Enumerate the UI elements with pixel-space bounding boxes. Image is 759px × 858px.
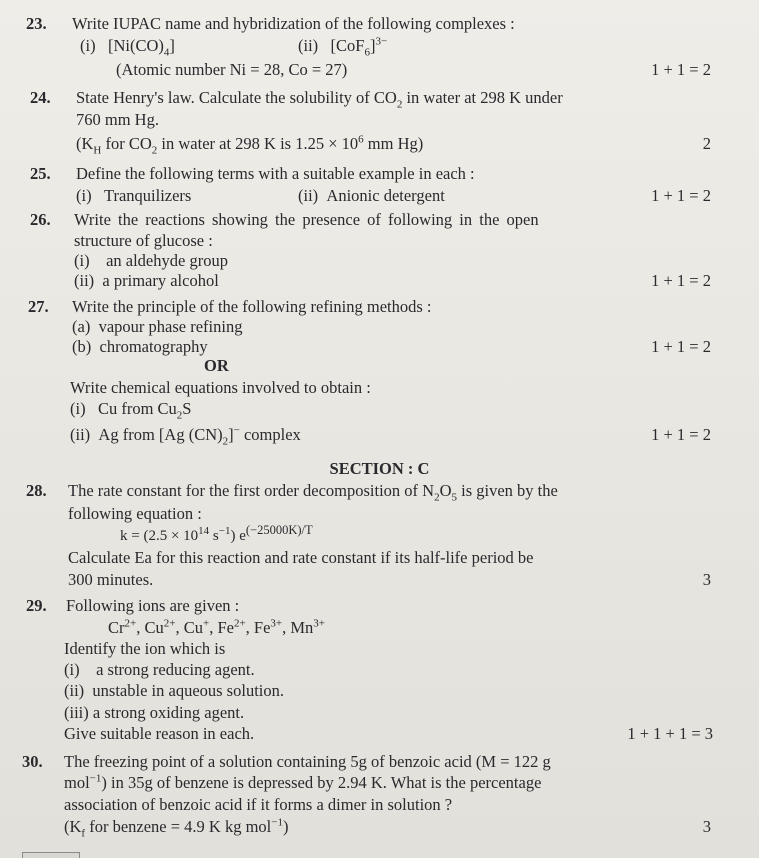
ion: Cu	[144, 618, 164, 637]
question-number: 28.	[26, 481, 47, 500]
subscript: f	[81, 827, 86, 840]
question-text	[64, 773, 541, 793]
item-label: (a)	[72, 317, 91, 336]
sub-item	[64, 660, 255, 680]
equation-part: s	[209, 528, 219, 544]
marks: 1 + 1 = 2	[651, 337, 711, 356]
marks: 1 + 1 = 2	[651, 425, 711, 444]
text-part: in water at 298 K under	[402, 88, 563, 107]
question-text: Calculate Ea for this reaction and rate constant if its half-life period be	[68, 548, 534, 567]
marks: 1 + 1 + 1 = 3	[627, 724, 713, 743]
ion: Cr	[108, 618, 125, 637]
item-text: unstable in aqueous solution.	[92, 681, 284, 700]
superscript: 6	[358, 133, 364, 146]
ion: Fe	[253, 618, 271, 637]
sub-item	[72, 337, 208, 357]
question-number: 29.	[26, 596, 47, 615]
sub-item	[76, 186, 191, 206]
item-label: (b)	[72, 337, 92, 356]
text-part: (K	[76, 134, 94, 153]
subscript: 4	[163, 46, 170, 59]
ion: Mn	[290, 618, 314, 637]
formula-part: ]	[169, 36, 175, 55]
sub-item	[70, 424, 301, 448]
superscript: −1	[218, 525, 231, 537]
item-label: (ii)	[298, 186, 319, 205]
or-divider: OR	[204, 356, 229, 375]
subscript: 5	[451, 491, 458, 504]
marks: 2	[702, 134, 711, 153]
subscript: 2	[222, 435, 229, 448]
item-label: (iii)	[64, 703, 89, 722]
text-part: is given by the	[457, 481, 558, 500]
question-text: Write chemical equations involved to obtain :	[70, 378, 371, 397]
question-text: Define the following terms with a suitable example in each :	[76, 164, 475, 183]
text-part: ) in 35g of benzene is depressed by 2.94 K. What is the percentage	[101, 773, 542, 792]
note-text: (Atomic number Ni = 28, Co = 27)	[116, 60, 348, 79]
item-label: (i)	[76, 186, 92, 205]
marks: 3	[702, 570, 711, 589]
superscript: −1	[89, 772, 102, 785]
subscript: 2	[434, 491, 440, 504]
item-label: (i)	[80, 36, 96, 55]
marks: 1 + 1 = 2	[651, 271, 711, 290]
superscript: 3−	[375, 35, 388, 48]
subscript: H	[93, 144, 102, 157]
item-text: an aldehyde group	[106, 251, 228, 270]
text-part: )	[283, 817, 289, 836]
text-part: mol	[64, 773, 90, 792]
ion-charge: 2+	[233, 617, 246, 630]
question-text: Give suitable reason in each.	[64, 724, 255, 743]
marks: 3	[702, 817, 711, 836]
sub-item	[64, 703, 244, 723]
text-part: in water at 298 K is 1.25 × 10	[157, 134, 359, 153]
question-text: Write IUPAC name and hybridization of the following complexes :	[72, 14, 515, 33]
question-number: 30.	[22, 752, 43, 771]
text-part: State Henry's law. Calculate the solubility of CO	[76, 88, 397, 107]
marks: 1 + 1 = 2	[651, 186, 711, 205]
item-text: chromatography	[99, 337, 208, 356]
question-text: following equation :	[68, 504, 202, 523]
ion-list: $Cr^{2+}$, $Cu^{2+}$, Cu+, $Fe^{2+}$, $Fe^{3+}$, $Mn^{3+}$	[108, 617, 326, 637]
text-part: (K	[64, 817, 82, 836]
formula-part: [Ni(CO)	[107, 36, 164, 55]
ion-charge: 2+	[124, 617, 137, 630]
question-number: 23.	[26, 14, 47, 33]
formula-part: ]	[228, 425, 234, 444]
question-number: 25.	[30, 164, 51, 183]
item-label: (i)	[70, 399, 86, 418]
question-text	[76, 88, 563, 111]
item-label: (i)	[74, 251, 90, 270]
sub-item	[74, 271, 219, 291]
item-label: (ii)	[74, 271, 95, 290]
superscript: −1	[271, 816, 283, 829]
question-number: 26.	[30, 210, 51, 229]
question-text: Identify the ion which is	[64, 639, 226, 658]
item-label: (ii)	[70, 425, 91, 444]
sub-item	[298, 186, 445, 206]
item-text: Tranquilizers	[103, 186, 192, 205]
formula-part: [CoF	[330, 36, 365, 55]
rate-equation	[120, 523, 313, 546]
sub-item	[70, 399, 192, 422]
formula-part: S	[182, 399, 192, 418]
question-text: 300 minutes.	[68, 570, 154, 589]
text-part: The rate constant for the first order decomposition of N	[68, 481, 435, 500]
question-text	[68, 481, 558, 504]
ion-charge: +	[202, 617, 210, 630]
question-number: 24.	[30, 88, 51, 107]
item-label: (ii)	[298, 36, 319, 55]
question-text: Write the principle of the following refining methods :	[72, 297, 432, 316]
sub-item	[72, 317, 242, 337]
note-text	[64, 816, 289, 840]
formula-part: complex	[239, 425, 301, 444]
subscript: 2	[151, 144, 158, 157]
formula-part: Ag from [Ag (CN)	[98, 425, 223, 444]
superscript: 14	[198, 525, 210, 537]
sub-item	[298, 35, 388, 59]
ion-charge: 3+	[313, 617, 326, 630]
item-text: a strong reducing agent.	[96, 660, 255, 679]
item-text: vapour phase refining	[98, 317, 243, 336]
superscript: −	[233, 424, 240, 437]
question-text: The freezing point of a solution containing 5g of benzoic acid (M = 122 g	[64, 752, 551, 771]
ion-charge: 2+	[163, 617, 176, 630]
sub-item	[64, 681, 284, 701]
sub-item	[74, 251, 228, 271]
equation-part: k = (2.5 × 10	[120, 528, 199, 544]
text-part: mm Hg)	[363, 134, 424, 153]
page-edge-box	[22, 852, 80, 858]
question-text: association of benzoic acid if it forms a dimer in solution ?	[64, 795, 453, 814]
text-part: O	[439, 481, 452, 500]
ion-charge: 3+	[270, 617, 283, 630]
section-heading: SECTION : C	[329, 459, 430, 478]
formula-part: ]	[369, 36, 376, 55]
question-text: structure of glucose :	[74, 231, 213, 250]
item-label: (ii)	[64, 681, 85, 700]
item-label: (i)	[64, 660, 80, 679]
text-part: for CO	[101, 134, 152, 153]
superscript: (−25000K)/T	[245, 523, 313, 537]
ion: Cu	[183, 618, 203, 637]
note-text	[76, 133, 424, 157]
marks: 1 + 1 = 2	[651, 60, 711, 79]
question-text: Following ions are given :	[66, 596, 240, 615]
formula-part: Cu from Cu	[97, 399, 177, 418]
equation-part: ) e	[230, 528, 246, 544]
text-part: for benzene = 4.9 K kg mol	[85, 817, 272, 836]
subscript: 6	[364, 46, 370, 59]
item-text: Anionic detergent	[326, 186, 445, 205]
question-number: 27.	[28, 297, 49, 316]
item-text: a primary alcohol	[102, 271, 219, 290]
question-text: 760 mm Hg.	[76, 110, 159, 129]
subscript: 2	[396, 98, 403, 111]
sub-item	[80, 36, 175, 59]
ion: Fe	[217, 618, 234, 637]
item-text: a strong oxiding agent.	[92, 703, 245, 722]
question-text: Write the reactions showing the presence of following in the open	[74, 210, 539, 229]
subscript: 2	[176, 409, 183, 422]
